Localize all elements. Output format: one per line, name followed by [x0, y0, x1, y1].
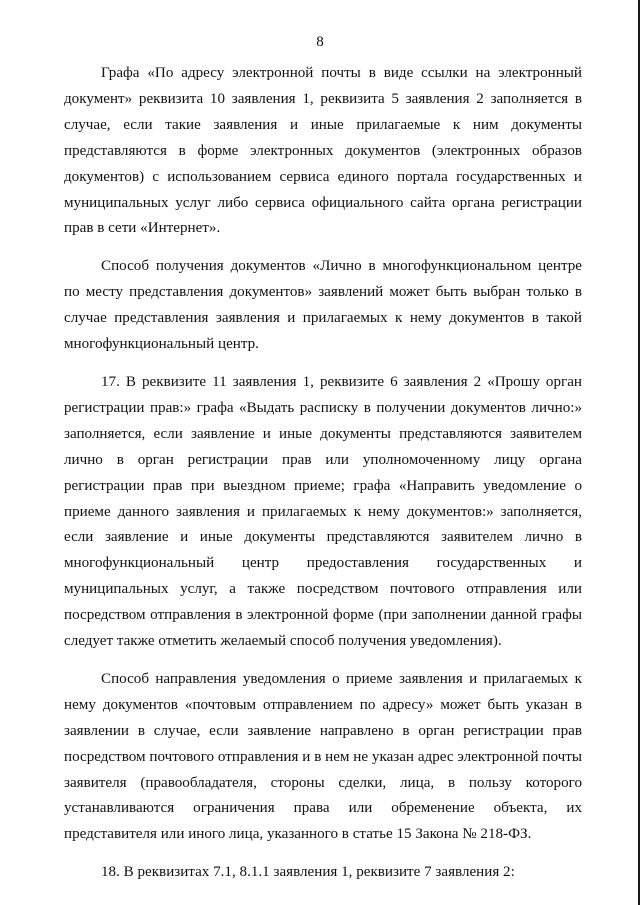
- paragraph-item-18: 18. В реквизитах 7.1, 8.1.1 заявления 1, реквизите 7 заявления 2:: [101, 864, 515, 881]
- paragraph-item-17: 17. В реквизите 11 заявления 1, реквизите 6 заявления 2 «Прошу орган регистрации прав:» графа «Выдать расписку в получении документов лично:» заполняется, если заявление и иные документы представляются заявителем лично в орган регистрации прав или уполномоченному лицу органа регистрации прав при выездном приеме; графа «Направить уведомление о приеме данного заявления и прилагаемых к нему документов:» заполняется, если заявление и иные документы представляются заявителем лично в многофункциональный центр предоставления государственных и муниципальных услуг, а также посредством почтового отправления или посредством отправления в электронной форме (при заполнении данной графы следует также отметить желаемый способ получения уведомления).: [64, 373, 582, 650]
- page-number: 8: [316, 34, 324, 50]
- paragraph-email-link-field: Графа «По адресу электронной почты в виде ссылки на электронный документ» реквизита 10 заявления 1, реквизита 5 заявления 2 заполняется в случае, если такие заявления и иные прилагаемые к ним документы представляются в форме электронных документов (электронных образов документов) с использованием сервиса единого портала государственных и муниципальных услуг либо сервиса официального сайта органа регистрации прав в сети «Интернет».: [64, 65, 582, 237]
- paragraph-postal-notification: Способ направления уведомления о приеме заявления и прилагаемых к нему документов «почтовым отправлением по адресу» может быть указан в заявлении в случае, если заявление направлено в орган регистрации прав посредством почтового отправления и в нем не указан адрес электронной почты заявителя (правообладателя, стороны сделки, лица, в пользу которого устанавливаются ограничения права или обременение объекта, их представителя или иного лица, указанного в статье 15 Закона № 218-ФЗ.: [64, 670, 582, 843]
- paragraph-mfc-receipt-method: Способ получения документов «Лично в многофункциональном центре по месту представления документов» заявлений может быть выбран только в случае представления заявления и прилагаемых к нему документов в такой многофункциональный центр.: [64, 258, 582, 353]
- document-body: [64, 61, 582, 886]
